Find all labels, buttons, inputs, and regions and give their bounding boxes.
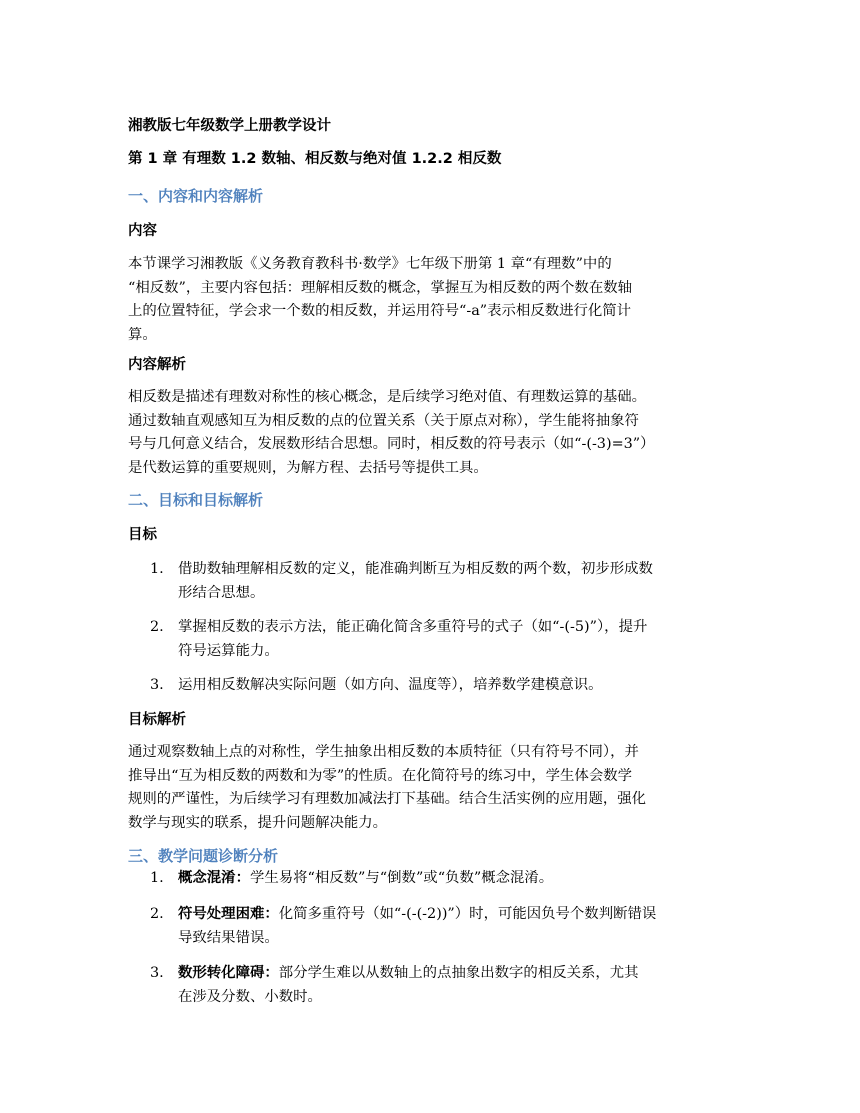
content-analysis-paragraph bbox=[128, 386, 742, 480]
goal-analysis-paragraph bbox=[128, 741, 742, 835]
analysis-line: 规则的严谨性，为后续学习有理数加减法打下基础。结合生活实例的应用题，强化 bbox=[128, 791, 647, 807]
diagnosis-label: 符号处理困难： bbox=[178, 906, 279, 922]
analysis-line: 相反数是描述有理数对称性的核心概念，是后续学习绝对值、有理数运算的基础。 bbox=[128, 389, 647, 405]
content-line: 算。 bbox=[128, 326, 157, 343]
diagnosis-text: 学生易将“相反数”与“倒数”或“负数”概念混淆。 bbox=[249, 870, 554, 886]
diagnosis-label: 数形转化障碍： bbox=[178, 965, 279, 981]
analysis-line: 是代数运算的重要规则，为解方程、去括号等提供工具。 bbox=[128, 459, 488, 476]
section1-heading: 一、内容和内容解析 bbox=[128, 187, 264, 205]
goal-heading: 目标 bbox=[128, 527, 157, 543]
list-number: 3. bbox=[150, 965, 164, 981]
analysis-line: 数学与现实的联系，提升问题解决能力。 bbox=[128, 814, 388, 831]
list-number: 2. bbox=[150, 906, 164, 922]
goal-line: 掌握相反数的表示方法，能正确化简含多重符号的式子（如“-(-5)”），提升 bbox=[178, 619, 648, 635]
diagnosis-text: 在涉及分数、小数时。 bbox=[178, 988, 322, 1005]
content-analysis-heading: 内容解析 bbox=[128, 357, 186, 373]
diagnosis-text: 导致结果错误。 bbox=[178, 929, 279, 946]
content-line: 本节课学习湘教版《义务教育教科书·数学》七年级下册第 1 章“有理数”中的 bbox=[128, 256, 612, 272]
section3-heading: 三、教学问题诊断分析 bbox=[128, 847, 279, 865]
diagnosis-text: 部分学生难以从数轴上的点抽象出数字的相反关系，尤其 bbox=[278, 965, 639, 981]
section2-heading: 二、目标和目标解析 bbox=[128, 491, 264, 509]
content-line: 上的位置特征，学会求一个数的相反数，并运用符号“-a”表示相反数进行化简计 bbox=[128, 303, 632, 319]
doc-title: 湘教版七年级数学上册教学设计 bbox=[128, 118, 331, 134]
analysis-line: 通过观察数轴上点的对称性，学生抽象出相反数的本质特征（只有符号不同），并 bbox=[128, 744, 639, 760]
chapter-title: 第 1 章 有理数 1.2 数轴、相反数与绝对值 1.2.2 相反数 bbox=[128, 151, 502, 167]
goal-line: 运用相反数解决实际问题（如方向、温度等），培养数学建模意识。 bbox=[178, 677, 603, 693]
list-number: 1. bbox=[150, 870, 164, 886]
list-number: 3. bbox=[150, 677, 164, 693]
goal-line: 符号运算能力。 bbox=[178, 642, 279, 659]
diagnosis-text: 化简多重符号（如“-(-(-2))”）时，可能因负号个数判断错误 bbox=[278, 906, 657, 922]
goal-line: 形结合思想。 bbox=[178, 584, 265, 601]
list-number: 2. bbox=[150, 619, 164, 635]
analysis-line: 号与几何意义结合，发展数形结合思想。同时，相反数的符号表示（如“-(-3)=3”） bbox=[128, 436, 655, 452]
diagnosis-label: 概念混淆： bbox=[178, 870, 250, 886]
content-line: “相反数”，主要内容包括：理解相反数的概念，掌握互为相反数的两个数在数轴 bbox=[128, 279, 632, 296]
analysis-line: 通过数轴直观感知互为相反数的点的位置关系（关于原点对称），学生能将抽象符 bbox=[128, 412, 639, 429]
content-heading: 内容 bbox=[128, 223, 157, 239]
goal-line: 借助数轴理解相反数的定义，能准确判断互为相反数的两个数，初步形成数 bbox=[178, 561, 653, 577]
content-paragraph bbox=[128, 253, 742, 347]
goal-analysis-heading: 目标解析 bbox=[128, 712, 186, 728]
list-number: 1. bbox=[150, 561, 164, 577]
analysis-line: 推导出“互为相反数的两数和为零”的性质。在化简符号的练习中，学生体会数学 bbox=[128, 767, 632, 784]
